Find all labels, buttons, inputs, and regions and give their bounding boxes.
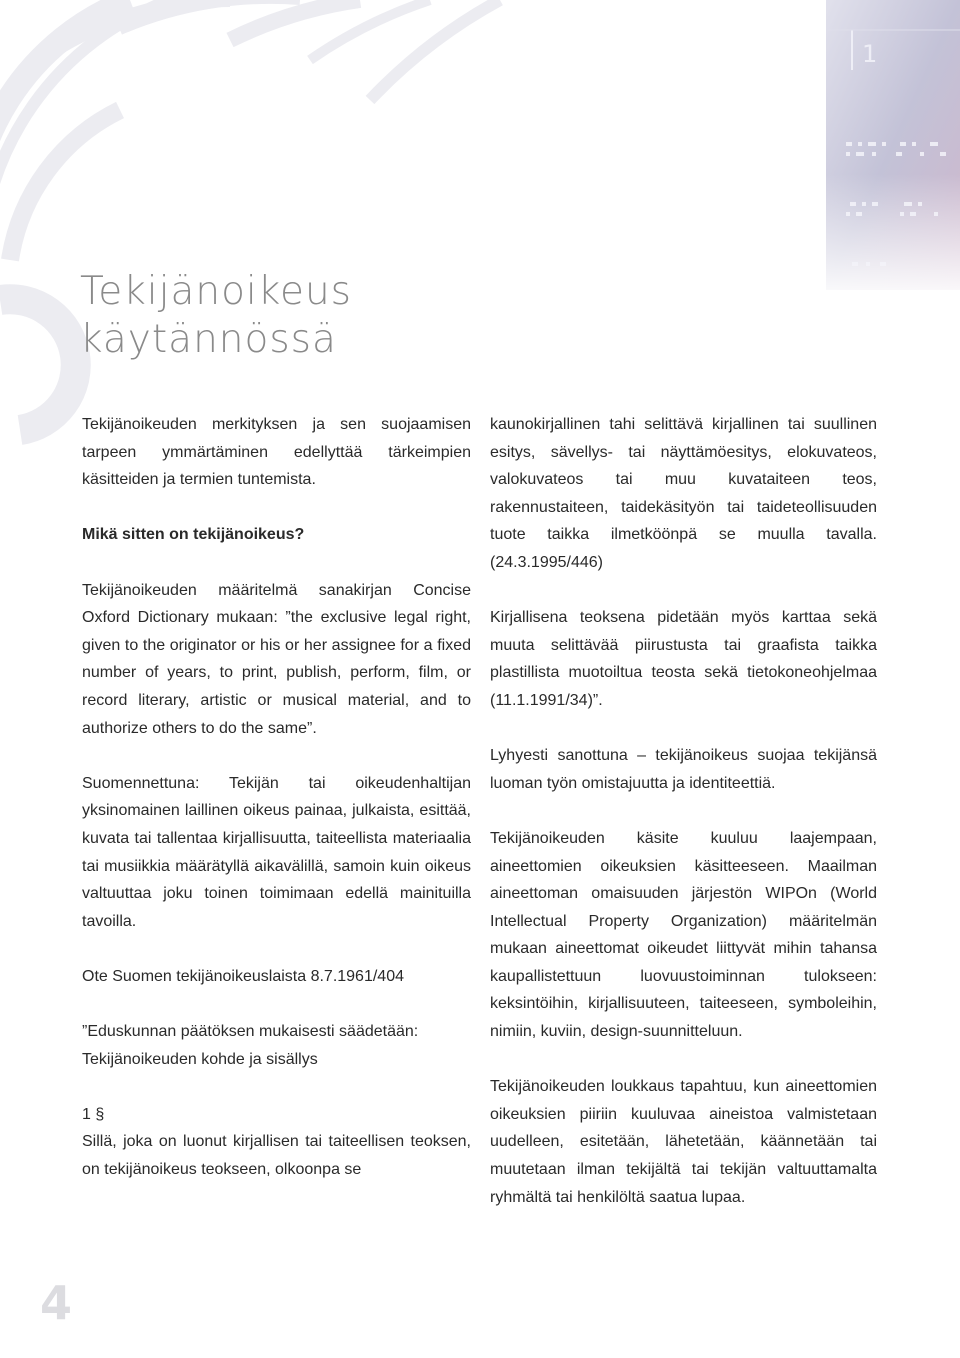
continuation-paragraph: kaunokirjallinen tahi selittävä kirjallinen tai suullinen esitys, sävellys- tai näyttämöesitys, elokuvateos, valokuvateos tai muu kuvataiteen teos, rakennustaiteen, taidekäsityön tai taideteollisuuden tuote taikka ilmetköönpä se muulla tavalla. (24.3.1995/446): [490, 416, 877, 571]
title-line-2: käytännössä: [80, 317, 337, 362]
title-line-1: Tekijänoikeus: [80, 269, 352, 314]
infringement-paragraph: Tekijänoikeuden loukkaus tapahtuu, kun aineettomien oikeuksien piiriin kuuluvaa aineistoa valmistetaan uudelleen, esitetään, lähetetään, käännetään tai muutetaan ilman tekijältä tai tekijän valtuuttamalta ryhmältä tai henkilöltä saatua lupaa.: [490, 1078, 877, 1206]
literary-works-paragraph: Kirjallisena teoksena pidetään myös karttaa sekä muuta selittävää piirustusta tai graafista taikka plastillista muotoiltua teosta sekä tietokoneohjelmaa (11.1.1991/34)”.: [490, 609, 877, 709]
section-mark: 1 §: [82, 1105, 105, 1123]
corner-photo-graphic: [826, 0, 960, 290]
intro-paragraph: Tekijänoikeuden merkityksen ja sen suojaamisen tarpeen ymmärtäminen edellyttää tärkeimpien käsitteiden ja termien tuntemista.: [82, 416, 471, 489]
law-quote-line-2: Tekijänoikeuden kohde ja sisällys: [82, 1050, 318, 1068]
page-title: [80, 268, 352, 364]
summary-paragraph: Lyhyesti sanottuna – tekijänoikeus suojaa tekijänsä luoman työn omistajuutta ja identiteettiä.: [490, 747, 877, 792]
left-column: [82, 411, 471, 1184]
copyright-arcs-graphic: [0, 0, 500, 430]
definition-paragraph: Tekijänoikeuden määritelmä sanakirjan Concise Oxford Dictionary mukaan: ”the exclusive legal right, given to the originator or his or her assignee for a fixed number of years, to print, publish, perform, film, or record literary, artistic or musical material, and to authorize others to do the same”.: [82, 581, 471, 737]
law-quote-line-1: ”Eduskunnan päätöksen mukaisesti säädetään:: [82, 1023, 419, 1041]
ip-concept-paragraph: Tekijänoikeuden käsite kuuluu laajempaan, aineettomien oikeuksien käsitteeseen. Maailman aineettoman omaisuuden järjestön WIPOn (World Intellectual Property Organization) määritelmän mukaan aineettomat oikeudet liittyvät mihin tahansa kaupallistettuun luovuustoiminnan tulokseen: keksintöihin, kirjallisuuteen, taiteeseen, symboleihin, nimiin, kuviin, design-suunnitteluun.: [490, 829, 877, 1041]
law-reference: Ote Suomen tekijänoikeuslaista 8.7.1961/404: [82, 967, 404, 985]
right-column: [490, 411, 877, 1211]
subheading: Mikä sitten on tekijänoikeus?: [82, 526, 305, 544]
svg-text:1: 1: [862, 40, 878, 68]
translation-paragraph: Suomennettuna: Tekijän tai oikeudenhaltijan yksinomainen laillinen oikeus painaa, julkaista, esittää, kuvata tai tallentaa kirjallisuutta, taiteellista materiaalia tai musiikkia määrätyllä aikavälillä, samoin kuin oikeus valtuuttaa joku toinen toimimaan edellä mainituilla tavoilla.: [82, 774, 471, 930]
section-text: Sillä, joka on luonut kirjallisen tai taiteellisen teoksen, on tekijänoikeus teokseen, olkoonpa se: [82, 1133, 471, 1179]
page-number: 4: [40, 1276, 73, 1330]
